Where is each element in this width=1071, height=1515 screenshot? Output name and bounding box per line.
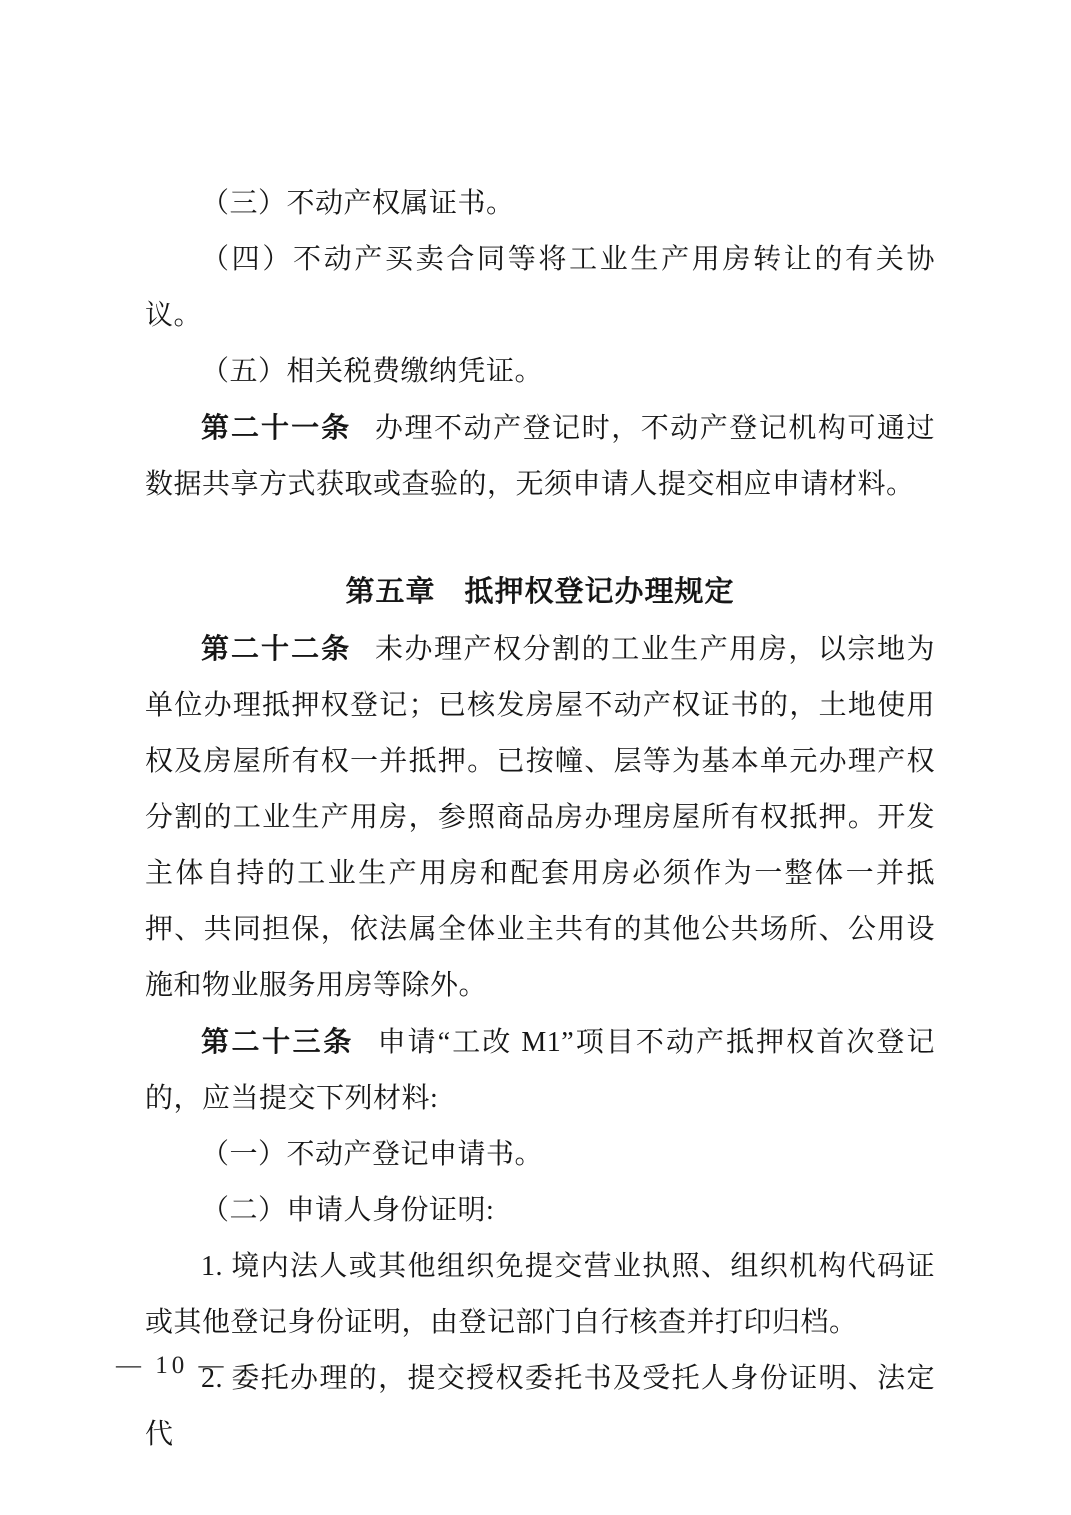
para-article-23 <box>145 1014 935 1127</box>
para-text: （二）申请人身份证明: <box>201 1195 495 1226</box>
para-clause-2 <box>145 1351 935 1463</box>
document-body <box>145 176 935 1463</box>
article-number: 第二十三条 <box>201 1026 354 1057</box>
para-item-two <box>145 1183 935 1239</box>
para-article-22 <box>145 621 935 1014</box>
chapter-title: 抵押权登记办理规定 <box>464 576 735 608</box>
para-article-21 <box>145 400 935 513</box>
para-item-one <box>145 1127 935 1183</box>
para-item-four <box>145 232 935 344</box>
para-text: （三）不动产权属证书。 <box>201 188 515 219</box>
article-number: 第二十二条 <box>201 633 352 664</box>
chapter-heading <box>145 563 935 621</box>
para-text: 申请“工改 M1”项目不动产抵押权首次登记的，应当提交下列材料: <box>145 1027 935 1114</box>
para-text: （五）相关税费缴纳凭证。 <box>201 356 544 387</box>
para-text: 未办理产权分割的工业生产用房，以宗地为单位办理抵押权登记；已核发房屋不动产权证书的，土地使用权及房屋所有权一并抵押。已按幢、层等为基本单元办理产权分割的工业生产用房，参照商品房办理房屋所有权抵押。开发主体自持的工业生产用房和配套用房必须作为一整体一并抵押、共同担保，依法属全体业主共有的其他公共场所、公用设施和物业服务用房等除外。 <box>145 634 935 1001</box>
para-clause-1 <box>145 1239 935 1351</box>
page-number: — 10 — <box>116 1352 228 1379</box>
para-text: （四）不动产买卖合同等将工业生产用房转让的有关协议。 <box>145 244 935 331</box>
para-item-five <box>145 344 935 400</box>
para-text: 办理不动产登记时，不动产登记机构可通过数据共享方式获取或查验的，无须申请人提交相应申请材料。 <box>145 413 935 500</box>
page-footer <box>116 1352 228 1380</box>
para-text: 1. 境内法人或其他组织免提交营业执照、组织机构代码证或其他登记身份证明，由登记部门自行核查并打印归档。 <box>145 1251 935 1338</box>
article-number: 第二十一条 <box>201 412 352 443</box>
chapter-number: 第五章 <box>345 576 436 608</box>
para-text: （一）不动产登记申请书。 <box>201 1139 544 1170</box>
para-text: 2. 委托办理的，提交授权委托书及受托人身份证明、法定代 <box>145 1363 935 1450</box>
para-item-three <box>145 176 935 232</box>
